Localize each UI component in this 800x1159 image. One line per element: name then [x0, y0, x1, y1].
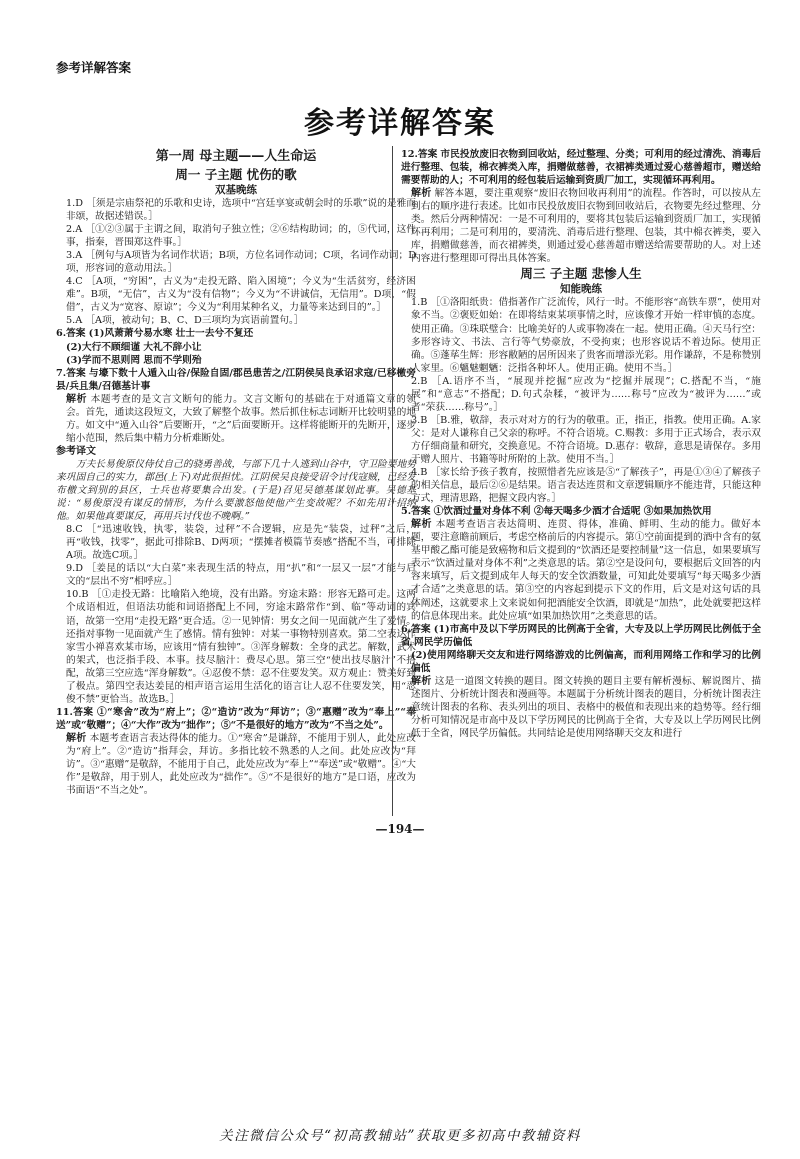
answer-item: 1.D ［须是宗庙祭祀的乐歌和史诗，选项中“宫廷享宴或朝会时的乐歌”说的是雅而非颂，故据述错误。］: [66, 198, 416, 223]
answer-label: 12.答案: [401, 149, 438, 160]
answer-label: 7.答案: [56, 367, 86, 379]
analysis: [56, 393, 416, 445]
analysis: [401, 518, 761, 622]
page-title: 参考详解答案: [304, 106, 496, 141]
analysis: [56, 732, 416, 797]
answer-label: 5.答案: [401, 506, 431, 518]
analysis-label: 解析: [411, 675, 432, 687]
translation-label: 参考译文: [56, 445, 96, 457]
right-column: [401, 148, 761, 740]
day-title: 周一 子主题 忧伤的歌: [175, 167, 297, 182]
answer-item: 8.C ［“迅速收钱，执零，装袋，过秤”不合逻辑，应是先“装袋，过秤”之后，再“收钱，找零”，据此可排除B、D两项；“摆摊者模篇节奏感”搭配不当，可排除A项。故选C项。］: [66, 524, 416, 562]
answer-label: 6.答案: [56, 328, 86, 340]
page-header: 参考详解答案: [56, 60, 132, 75]
answer-item: [401, 623, 761, 649]
answer-text: (3)学而不思则罔 思而不学则殆: [66, 354, 202, 366]
answer-item: [401, 148, 761, 187]
week-title: 第一周 母主题——人生命运: [155, 149, 317, 164]
answer-item: [56, 327, 416, 340]
footer-note: 关注微信公众号“初高教辅站”获取更多初高中教辅资料: [219, 1128, 581, 1144]
analysis-text: 解答本题，要注重观察“废旧衣物回收再利用”的流程。作答时，可以按从左到右的顺序进行表述。比如市民投放废旧衣物到回收站后，衣物要先经过整理、分类。然后分两种情况：一是不可利用的，要将其包装后运输到资质厂加工，实现循环再利用；二是可利用的，要清洗、消毒后进行整理、包装，其中棉衣裤类，要入库，捐赠做慈善，而衣裙裤类，则通过爱心慈善超市赠送给需要帮助的人。对上述内容进行整理即可得出具体答案。: [411, 188, 761, 265]
analysis-label: 解析: [66, 393, 87, 405]
answer-item: 9.D ［姜昆的话以“大白菜”来表现生活的特点，用“扒”和“一层又一层”才能与后文的“层出不穷”相呼应。］: [66, 563, 416, 588]
analysis-label: 解析: [66, 732, 87, 744]
answer-item: 3.A ［例句与A项皆为名词作状语；B项，方位名词作动词；C项，名词作动词；D项，形容词的意动用法。］: [66, 250, 416, 275]
answer-item: 3.B ［B.雅，敬辞，表示对对方的行为的敬重。正，指正，指教。使用正确。A.家父：是对人谦称自己父亲的称呼。不符合语境。C.赐教：多用于正式场合，表示双方仔细商量和研究，交换意见。不符合语境。D.惠存：敬辞，意思是请保存。多用于赠人照片、书籍等时所附的上款。使用不当。］: [411, 414, 761, 465]
answer-item: 2.B ［A.语序不当，“展现并挖掘”应改为“挖掘并展现”；C.搭配不当，“施展”和“意志”不搭配；D.句式杂糅，“被评为……称号”应改为“被评为……”或者“荣获……称号”。］: [411, 375, 761, 413]
analysis: [401, 675, 761, 740]
answer-item: [401, 505, 761, 518]
answer-text: ①饮酒过量对身体不利 ②每天喝多少酒才合适呢 ③如果加热饮用: [433, 506, 712, 518]
translation-text: 万夫长易俊原仪侍仗自己的骁勇善战，与部下几十人逃到山谷中，守卫险要地势来巩固自己的实力，郡邑(上下)对此很担忧。江阴侯吴良接受诏令讨伐寇贼，已经发布檄文到别的县区，士兵也将要集合出发。(于是)召见吴德基谋划此事。吴德基说：“易俊原没有谋反的情形，为什么要激怒他使他产生变故呢？不如先用计招纳他。如果他真要谋反，再用兵讨伐也不晚啊。”: [56, 458, 416, 523]
analysis-text: 本题考查语言表达简明、连贯、得体，准确、鲜明、生动的能力。做好本题，要注意瞻前顾后，考虑空格前后的内容提示。第①空前面提到的酒中含有的氨基甲酸乙酯可能是致癌物和后文提到的“饮酒还是要控制量”这一信息，如果要填写表示“饮酒过量对身体不利”之类意思的话。第②空是设问句，要根据后文回答的内容来填写，后文提到成年人每天的安全饮酒数量，可知此处要填写“每天喝多少酒才合适”之类意思的话。第③空的内容起到提示下文的作用，后文是对这句话的具体阐述，这就要求上文来说如何把酒能安全饮酒，即就是“加热”，此处就要把这样的信息体现出来。此处应填“如果加热饮用”之类意思的话。: [411, 519, 761, 622]
section-title: 双基晚练: [215, 184, 257, 196]
section-title: 知能晚练: [560, 283, 602, 296]
page-number: —194—: [375, 822, 425, 836]
answer-item: [56, 706, 416, 732]
answer-text: 与壕下数十人遁入山谷/保险自固/郡邑患苦之/江阴侯吴良承诏求寇/已移檄旁县/兵且集/召德基计事: [56, 367, 416, 392]
analysis-text: 这是一道图文转换的题目。图文转换的题目主要有解析漫标、解说图片、描述图片、分析统计图表和漫画等。本题属于分析统计图表的题目，分析统计图表注意统计图表的名称、表头列出的项目、表格中的极值和表现出来的趋势等。经行细分析可知情况是市高中及以下学历网民的比例高于全省，大专及以上学历网民比例低于全省，网民学历偏低。共同结论是使用网络聊天交友和进行: [411, 675, 762, 739]
left-column: [56, 148, 416, 797]
column-divider: [392, 146, 393, 816]
analysis: [401, 187, 761, 265]
answer-item: 5.A ［A项，被动句；B、C、D三项均为宾语前置句。］: [66, 315, 304, 327]
answer-item: 2.A ［①②③属于主谓之间，取消句子独立性；②⑥结构助词；的，⑤代词，这件事，指秦，晋围郑这件事。］: [66, 224, 416, 249]
answer-label: 11.答案: [56, 706, 94, 718]
answer-text: (2)使用网络聊天交友和进行网络游戏的比例偏高，而利用网络工作和学习的比例偏低: [411, 649, 761, 674]
answer-text: (2)大行不顾细谨 大礼不辞小让: [66, 341, 202, 353]
answer-item: 4.C ［A项，“穷困”，古义为“走投无路、陷入困境”；今义为“生活贫穷，经济困难”。B项，“无信”，古义为“没有信物”；今义为“不讲诚信，无信用”。D项，“假借”，古义为“宽容、原谅”；今义为“利用某种名义，力量等来达到目的”。］: [66, 276, 416, 314]
answer-item: 10.B ［①走投无路：比喻陷入绝境，没有出路。穷途末路：形容无路可走。这两个成语相近，但语法功能和词语搭配上不同，穷途末路常作“到、临”等动词的宾语，故第一空用“走投无路”更合适。②一见钟情：男女之间一见面就产生了爱情。还指对事物一见面就产生了感情。情有独钟：对某一事物特别喜欢。第二空表达作家雪小禅喜欢某市场，应该用“情有独钟”。③浑身解数：全身的武艺。解数，武术的架式，也泛指手段、本事。技尽脑汁：费尽心思。第三空“使出技尽脑汁”不搭配，故第三空应选“浑身解数”。④忍俊不禁：忍不住要发笑。双方观止：赞美好到了极点。第四空表达姜昆的相声语言运用生活化的语言让人忍不住要发笑，用“忍俊不禁”更恰当。故选B。］: [66, 589, 416, 705]
answer-item: [56, 367, 416, 393]
answer-text: 市民投放废旧衣物到回收站，经过整理、分类；可利用的经过清洗、消毒后进行整理、包装，棉衣裤类入库，捐赠做慈善，衣裙裤类通过爱心慈善超市，赠送给需要帮助的人；不可利用的经包装后运输到资质厂加工，实现循环再利用。: [401, 149, 761, 187]
analysis-text: 本题考查语言表达得体的能力。①“寒舍”是谦辞，不能用于别人，此处应改为“府上”。②“造访”指拜会，拜访。多指比较不熟悉的人之间。此处应改为“拜访”。③“惠赠”是敬辞，不能用于自己，此处应改为“奉上”“奉送”或“敬赠”。④“大作”是敬辞，用于别人，此处应改为“拙作”。⑤“不是很好的地方”是口语，应改为书面语“不当之处”。: [66, 732, 416, 797]
answer-item: 1.B ［①洛阳纸贵：借指著作广泛流传，风行一时。不能形容“高铁车票”，使用对象不当。②褒贬如始：在即将结束某项事情之时，应该像才开始一样审慎的态度。使用正确。③珠联璧合：比喻美好的人或事物凑在一起。使用正确。④天马行空：多形容诗文、书法、言行等气势豪放，不受拘束；也形容说话不着边际。使用正确。⑤蓬荜生辉：形容敝陋的居所因来了贵客而增添光彩。用作谦辞，不是称赞别人家里。⑥魑魅魍魉：泛指各种坏人。使用正确。使用不当。］: [411, 297, 761, 374]
answer-item: 4.B ［家长给予孩子教育，按照惜者先应该是⑤“了解孩子”，再是①③④了解孩子的相关信息，最后②⑥是结果。语言表达连贯和文章逻辑顺序不能违背，只能这种方式，理清思路，把握文段内容。］: [411, 467, 761, 505]
answer-label: 6.答案: [401, 623, 431, 635]
day-title: 周三 子主题 悲惨人生: [520, 266, 642, 282]
analysis-label: 解析: [411, 519, 432, 531]
analysis-text: 本题考查的是文言文断句的能力。文言文断句的基础在于对通篇文章的领会。首先，通读这段短文，大致了解整个故事。然后抓住标志词断开比较明显的地方。如文中“遁入山谷”后要断开，“之”后面要断开。这样将能断开的先断开，逐步缩小范围，然后集中精力分析难断处。: [66, 393, 416, 444]
answer-text: (1)市高中及以下学历网民的比例高于全省，大专及以上学历网民比例低于全省 网民学历偏低: [401, 623, 761, 648]
analysis-label: 解析: [411, 188, 432, 200]
answer-text: ①“寒舍”改为“府上”；②“造访”改为“拜访”；③“惠赠”改为“奉上”“奉送”或“敬赠”；④“大作”改为“拙作”；⑤“不是很好的地方”改为“不当之处”。: [56, 706, 417, 731]
answer-text: (1)风萧萧兮易水寒 壮士一去兮不复还: [88, 328, 254, 340]
